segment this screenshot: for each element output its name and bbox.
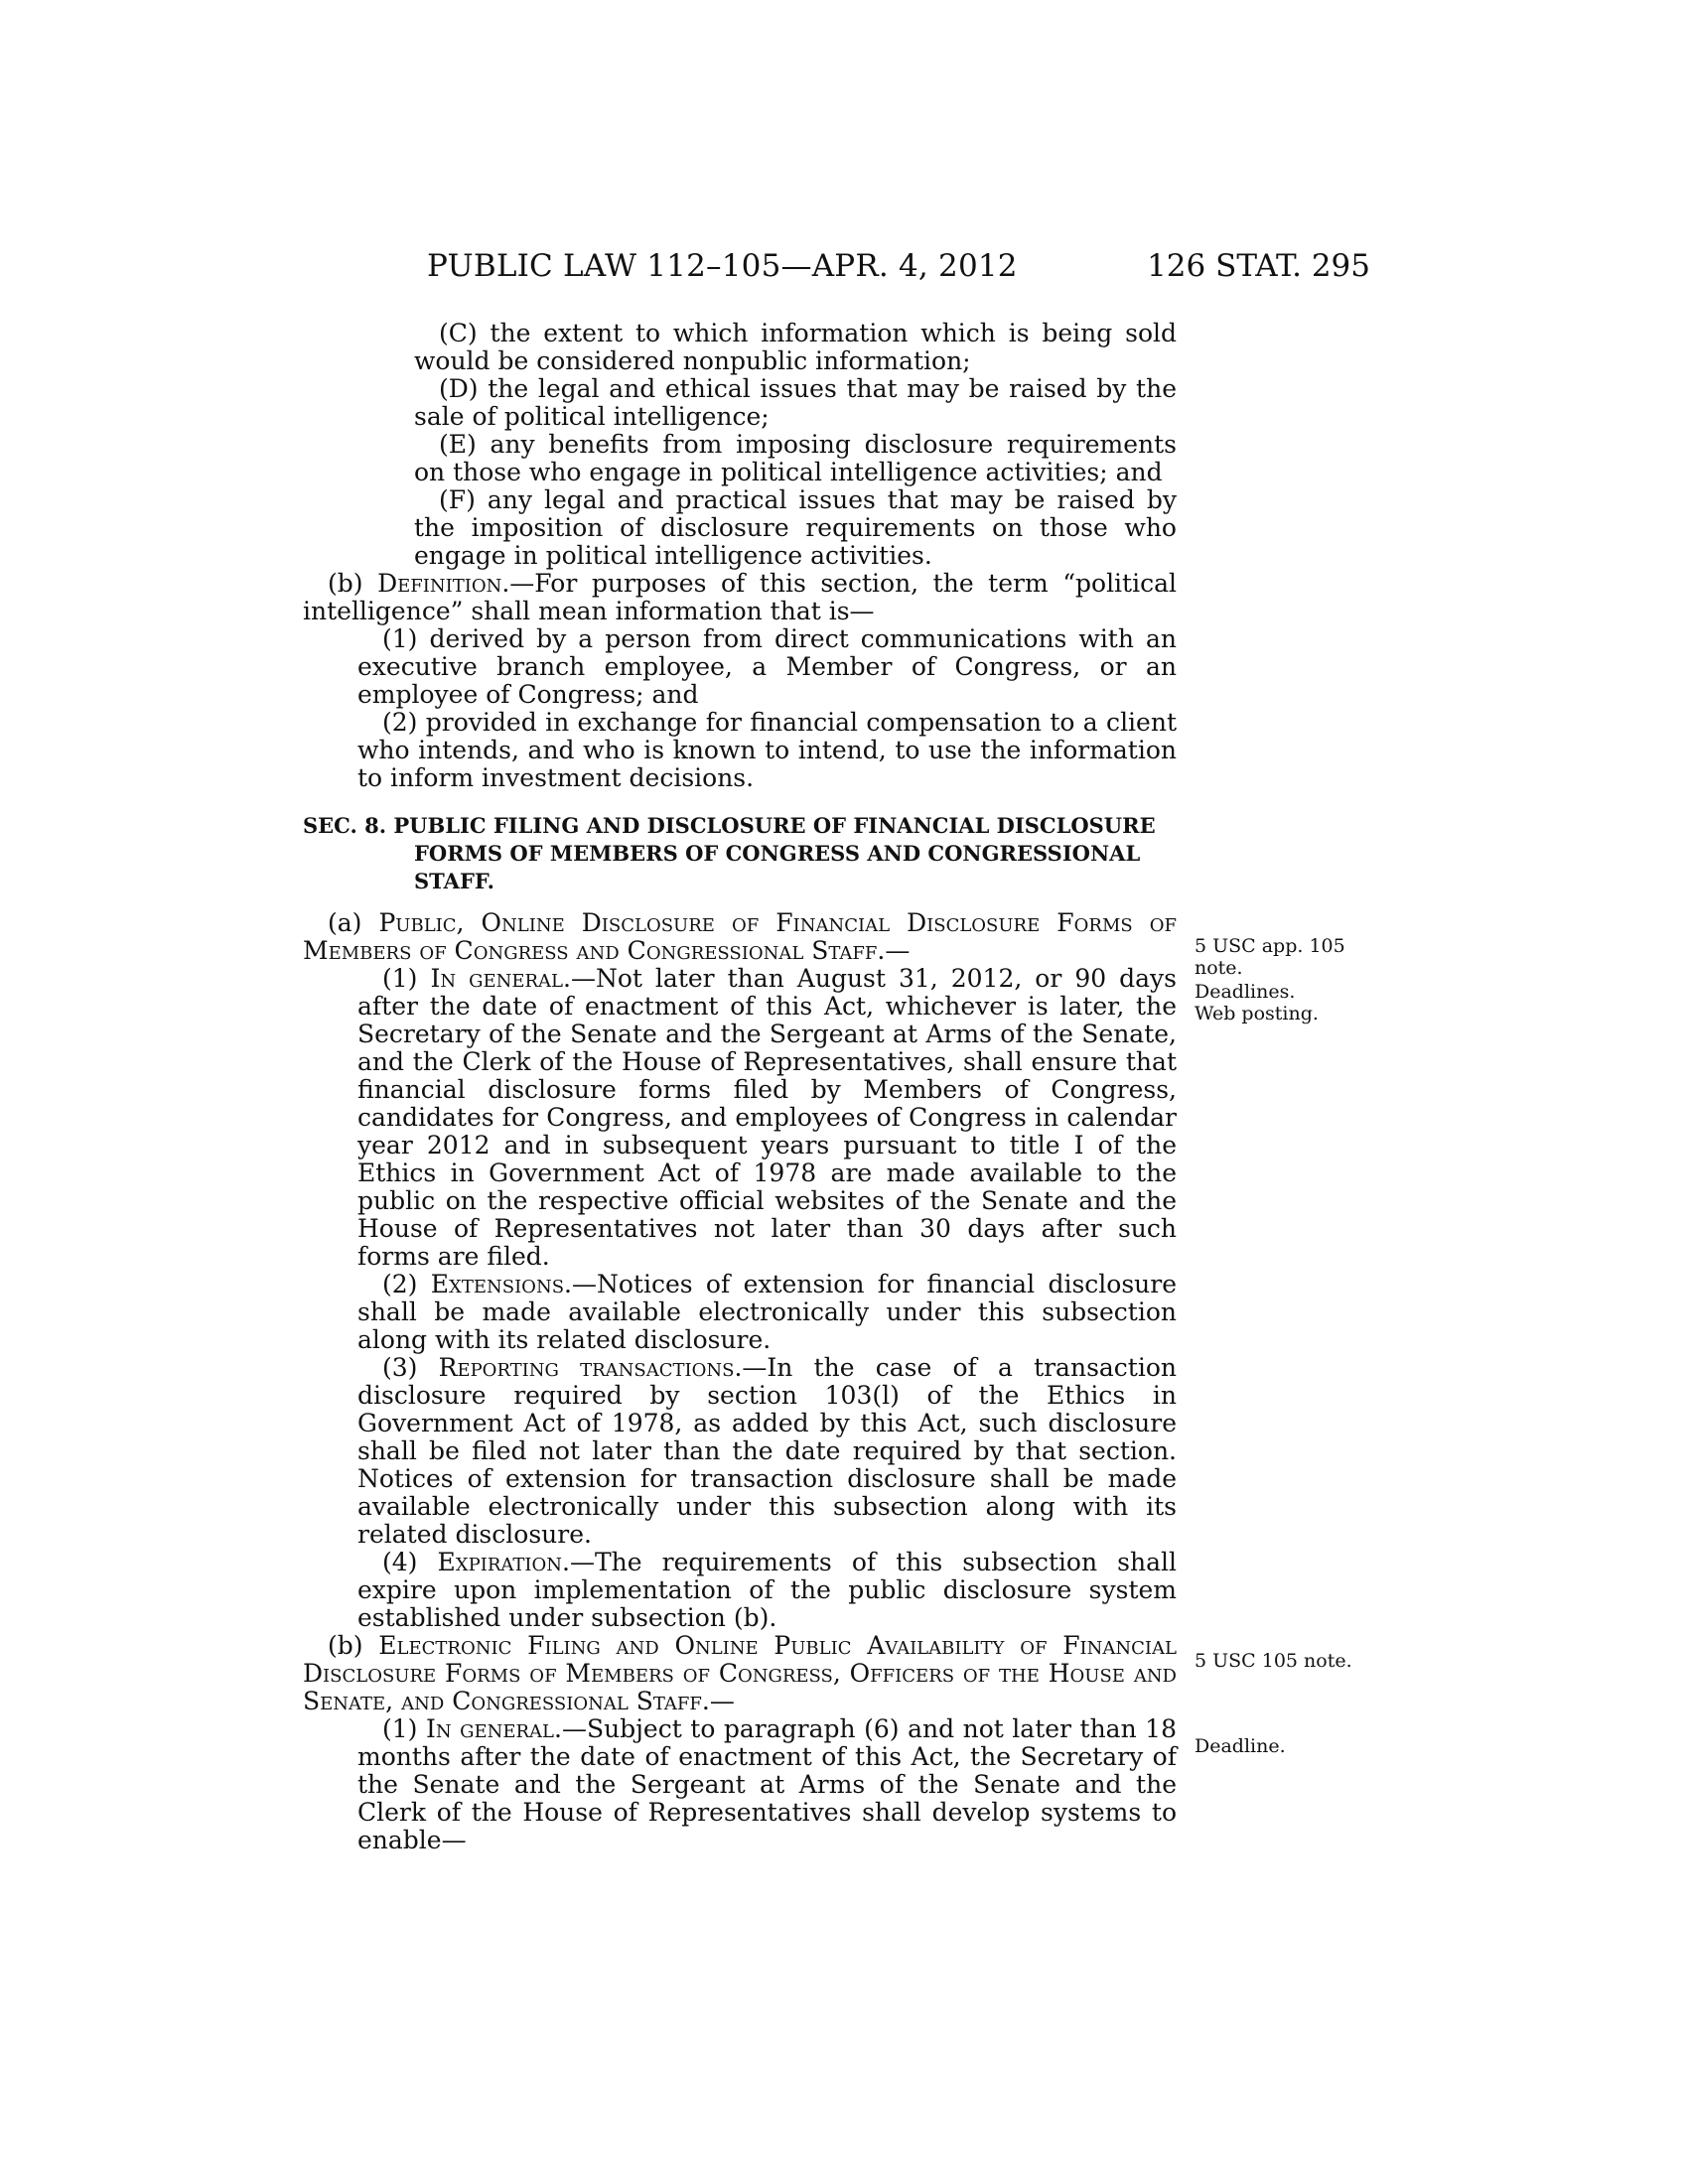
paragraph-a4-text: .—The requirements of this subsection shall expire upon implementation of the public disclosure system established under subsection (b). (357, 1548, 1178, 1632)
section-heading (303, 812, 1177, 895)
subsection-b (303, 1632, 1177, 1715)
margin-note-usc-105: 5 USC 105 note. (1195, 1650, 1352, 1672)
page-header (303, 248, 1370, 288)
subsection-b-heading: Electronic Filing and Online Public Availability of Financial Disclosure Forms of Members of Congress, Officers of the House and Senate, and Congressional Staff (303, 1631, 1177, 1715)
paragraph-a3-lead: (3) (382, 1353, 439, 1382)
subsection-a (303, 909, 1177, 965)
document-body (303, 320, 1177, 1854)
definition-text: .—For purposes of this section, the term “political intelligence” shall mean information that is— (303, 569, 1177, 625)
subsection-a-heading: Public, Online Disclosure of Financial Disclosure Forms of Members of Congress and Congressional Staff (303, 908, 1178, 965)
paragraph-a2 (357, 1271, 1177, 1354)
paragraph-b1-text: .—Subject to paragraph (6) and not later than 18 months after the date of enactment of this Act, the Secretary of the Senate and the Sergeant at Arms of the Senate and the Clerk of the House of Representatives shall develop systems to enable— (357, 1714, 1177, 1854)
paragraph-a4 (357, 1549, 1177, 1632)
subsection-a-tail: .— (877, 936, 911, 965)
definition-paragraph (303, 570, 1177, 625)
margin-note-deadlines: Deadlines. (1195, 981, 1296, 1003)
subsection-b-tail: .— (701, 1687, 735, 1715)
paragraph-a4-heading: Expiration (437, 1548, 563, 1576)
margin-note-deadline: Deadline. (1195, 1735, 1286, 1757)
item-f: (F) any legal and practical issues that may be raised by the imposition of disclosure requirements on those who engage in political intelligence activities. (414, 485, 1177, 570)
definition-item-2: (2) provided in exchange for financial compensation to a client who intends, and who is known to intend, to use the information to inform investment decisions. (357, 708, 1177, 792)
paragraph-a2-heading: Extensions (430, 1270, 565, 1298)
paragraph-a1-heading: In general (430, 964, 563, 993)
paragraph-a1-text: .—Not later than August 31, 2012, or 90 days after the date of enactment of this Act, whichever is later, the Secretary of the Senate and the Sergeant at Arms of the Senate, and the Clerk of the House of Representatives, shall ensure that financial disclosure forms filed by Members of Congress, candidates for Congress, and employees of Congress in calendar year 2012 and in subsequent years pursuant to title I of the Ethics in Government Act of 1978 are made available to the public on the respective official websites of the Senate and the House of Representatives not later than 30 days after such forms are filed. (357, 964, 1178, 1271)
running-head: PUBLIC LAW 112–105—APR. 4, 2012 (427, 248, 1018, 284)
paragraph-a3-heading: Reporting transactions (438, 1353, 735, 1382)
paragraph-b1-lead: (1) (382, 1714, 426, 1743)
paragraph-a2-text: .—Notices of extension for financial disclosure shall be made available electronically under this subsection along with its related disclosure. (357, 1270, 1177, 1354)
margin-note-usc-app: 5 USC app. 105 note. (1195, 935, 1345, 979)
paragraph-a1 (357, 965, 1177, 1271)
subsection-a-lead: (a) (328, 908, 379, 937)
paragraph-a4-lead: (4) (382, 1548, 438, 1576)
item-d: (D) the legal and ethical issues that may be raised by the sale of political intelligence; (414, 374, 1177, 431)
paragraph-a3-text: .—In the case of a transaction disclosure required by section 103(l) of the Ethics in Government Act of 1978, as added by this Act, such disclosure shall be filed not later than the date required by that section. Notices of extension for transaction disclosure shall be made available electronically under this subsection along with its related disclosure. (357, 1353, 1177, 1549)
paragraph-b1-heading: In general (425, 1714, 554, 1743)
item-e: (E) any benefits from imposing disclosure requirements on those who engage in political intelligence activities; and (414, 430, 1177, 486)
item-c: (C) the extent to which information which is being sold would be considered nonpublic information; (414, 319, 1177, 375)
margin-note-web-posting: Web posting. (1195, 1003, 1319, 1024)
definition-item-1: (1) derived by a person from direct communications with an executive branch employee, a Member of Congress, or an employee of Congress; and (357, 624, 1177, 709)
definition-heading: Definition (377, 569, 502, 598)
section-title: SEC. 8. PUBLIC FILING AND DISCLOSURE OF FINANCIAL DISCLOSURE FORMS OF MEMBERS OF CONGRESS AND CONGRESSIONAL STAFF. (303, 813, 1156, 893)
definition-lead: (b) (328, 569, 378, 598)
paragraph-b1 (357, 1715, 1177, 1854)
paragraph-a3 (357, 1354, 1177, 1549)
subsection-b-lead: (b) (328, 1631, 379, 1660)
paragraph-a2-lead: (2) (382, 1270, 431, 1298)
statute-page-number: 126 STAT. 295 (1147, 248, 1370, 284)
paragraph-a1-lead: (1) (382, 964, 431, 993)
